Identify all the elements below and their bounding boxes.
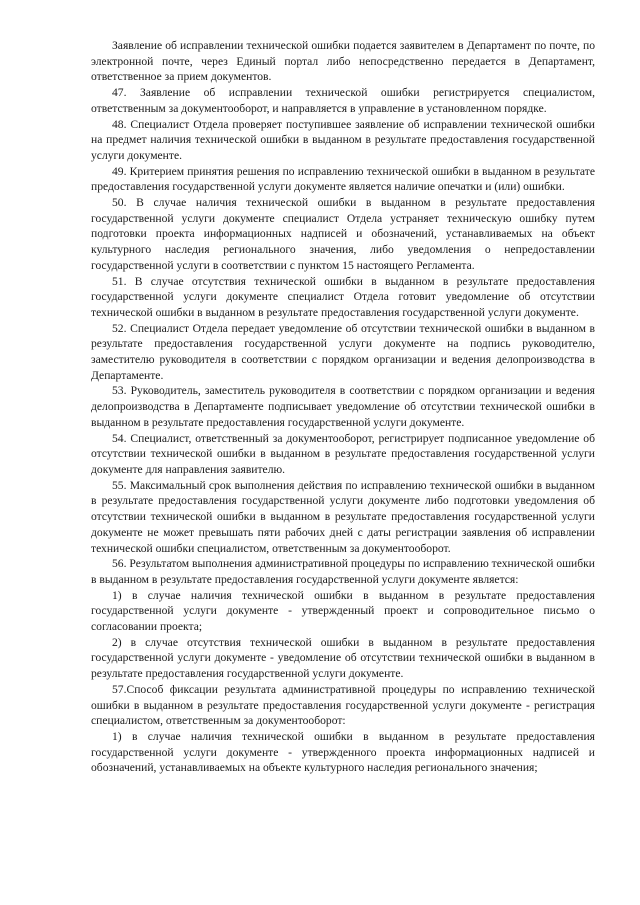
paragraph-49: 49. Критерием принятия решения по исправлению технической ошибки в выданном в результате предоставления государственной услуги документе является наличие опечатки и (или) ошибки. xyxy=(91,164,595,194)
paragraph-52: 52. Специалист Отдела передает уведомление об отсутствии технической ошибки в выданном в результате предоставления государственной услуги документе на подпись руководителю, заместителю руководителя в соответствии с порядком организации и ведения делопроизводства в Департаменте. xyxy=(91,321,595,382)
paragraph-intro: Заявление об исправлении технической ошибки подается заявителем в Департамент по почте, по электронной почте, через Единый портал либо непосредственно передается в Департамент, ответственное за прием документов. xyxy=(91,39,595,84)
paragraph-50: 50. В случае наличия технической ошибки в выданном в результате предоставления государственной услуги документе специалист Отдела устраняет техническую ошибку путем подготовки проекта информационных надписей и обозначений, устанавливаемых на объект культурного наследия регионального значения, либо уведомления о непредоставлении государственной услуги в соответствии с пунктом 15 настоящего Регламента. xyxy=(91,196,595,272)
paragraph-56: 56. Результатом выполнения административной процедуры по исправлению технической ошибки в выданном в результате предоставления государственной услуги документе является: xyxy=(91,557,595,586)
paragraph-57: 57.Способ фиксации результата административной процедуры по исправлению технической ошибки в выданном в результате предоставления государственной услуги документе - регистрация специалистом, ответственным за документооборот: xyxy=(91,682,595,728)
paragraph-56-item-1: 1) в случае наличия технической ошибки в выданном в результате предоставления государственной услуги документе - утвержденный проект и сопроводительное письмо о согласовании проекта; xyxy=(91,588,595,634)
paragraph-51: 51. В случае отсутствия технической ошибки в выданном в результате предоставления государственной услуги документе специалист Отдела готовит уведомление об отсутствии технической ошибки в выданном в результате предоставления государственной услуги документе. xyxy=(91,274,595,319)
paragraph-55: 55. Максимальный срок выполнения действия по исправлению технической ошибки в выданном в результате предоставления государственной услуги документе либо подготовки уведомления об отсутствии технической ошибки в выданном в результате предоставления государственной услуги документе не может превышать пяти рабочих дней с даты регистрации заявления об исправлении технической ошибки специалистом, ответственным за документооборот. xyxy=(91,478,595,555)
paragraph-53: 53. Руководитель, заместитель руководителя в соответствии с порядком организации и ведения делопроизводства в Департаменте подписывает уведомление об отсутствии технической ошибки в выданном в результате предоставления государственной услуги документе. xyxy=(91,384,595,429)
paragraph-57-item-1: 1) в случае наличия технической ошибки в выданном в результате предоставления государственной услуги документе - утвержденного проекта информационных надписей и обозначений, устанавливаемых на объекте культурного наследия регионального значения; xyxy=(91,729,595,775)
paragraph-48: 48. Специалист Отдела проверяет поступившее заявление об исправлении технической ошибки на предмет наличия технической ошибки в выданном в результате предоставления государственной услуги документе. xyxy=(91,117,595,162)
document-page xyxy=(91,38,595,776)
paragraph-56-item-2: 2) в случае отсутствия технической ошибки в выданном в результате предоставления государственной услуги документе - уведомление об отсутствии технической ошибки в выданном в результате предоставления государственной услуги документе. xyxy=(91,635,595,681)
paragraph-47: 47. Заявление об исправлении технической ошибки регистрируется специалистом, ответственным за документооборот, и направляется в управление в установленном порядке. xyxy=(91,86,595,115)
paragraph-54: 54. Специалист, ответственный за документооборот, регистрирует подписанное уведомление об отсутствии технической ошибки в выданном в результате предоставления государственной услуги документе для направления заявителю. xyxy=(91,431,595,476)
